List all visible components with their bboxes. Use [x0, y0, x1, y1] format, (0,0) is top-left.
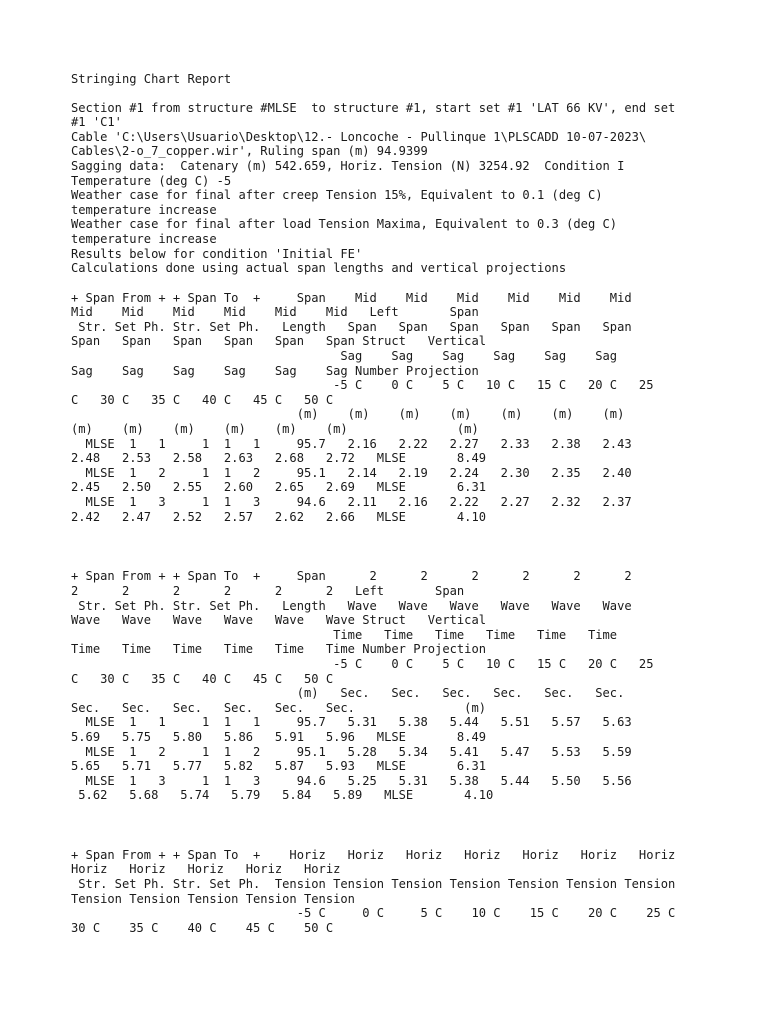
wave-table-header-line: C 30 C 35 C 40 C 45 C 50 C	[71, 672, 334, 686]
report-title: Stringing Chart Report	[71, 72, 232, 86]
sag-table-header-line: Span Span Span Span Span Span Struct Vertical	[71, 334, 487, 348]
wave-table-header-line: Wave Wave Wave Wave Wave Wave Struct Vertical	[71, 613, 487, 627]
wave-table-header-line: Sec. Sec. Sec. Sec. Sec. Sec. (m)	[71, 701, 487, 715]
wave-table-header-line: Str. Set Ph. Str. Set Ph. Length Wave Wave Wave Wave Wave Wave	[71, 599, 632, 613]
sag-table-row: 2.45 2.50 2.55 2.60 2.65 2.69 MLSE 6.31	[71, 480, 487, 494]
wave-table-row: MLSE 1 1 1 1 1 95.7 5.31 5.38 5.44 5.51 5.57 5.63	[71, 715, 632, 729]
sag-table-header-line: + Span From + + Span To + Span Mid Mid Mid Mid Mid Mid	[71, 291, 632, 305]
sag-table-header-line: Sag Sag Sag Sag Sag Sag	[71, 349, 618, 363]
sag-table-row: MLSE 1 3 1 1 3 94.6 2.11 2.16 2.22 2.27 2.32 2.37	[71, 495, 632, 509]
wave-table-row: MLSE 1 3 1 1 3 94.6 5.25 5.31 5.38 5.44 5.50 5.56	[71, 774, 632, 788]
tension-table-header-line: 30 C 35 C 40 C 45 C 50 C	[71, 921, 334, 935]
weather-creep-line: Weather case for final after creep Tension 15%, Equivalent to 0.1 (deg C)	[71, 188, 603, 202]
cable-line-cont: Cables\2-o_7_copper.wir', Ruling span (m) 94.9399	[71, 144, 428, 158]
wave-table-header-line: -5 C 0 C 5 C 10 C 15 C 20 C 25	[71, 657, 654, 671]
sag-table-header-line: (m) (m) (m) (m) (m) (m) (m)	[71, 407, 625, 421]
results-line: Results below for condition 'Initial FE'	[71, 247, 363, 261]
section-line: Section #1 from structure #MLSE to structure #1, start set #1 'LAT 66 KV', end set	[71, 101, 676, 115]
sag-table-row: MLSE 1 1 1 1 1 95.7 2.16 2.22 2.27 2.33 2.38 2.43	[71, 437, 632, 451]
temperature-line: Temperature (deg C) -5	[71, 174, 232, 188]
sagging-data-line: Sagging data: Catenary (m) 542.659, Horiz. Tension (N) 3254.92 Condition I	[71, 159, 625, 173]
weather-load-line: Weather case for final after load Tension Maxima, Equivalent to 0.3 (deg C)	[71, 217, 618, 231]
wave-table-row: MLSE 1 2 1 1 2 95.1 5.28 5.34 5.41 5.47 5.53 5.59	[71, 745, 632, 759]
tension-table-header-line: Horiz Horiz Horiz Horiz Horiz	[71, 862, 341, 876]
cable-line: Cable 'C:\Users\Usuario\Desktop\12.- Loncoche - Pullinque 1\PLSCADD 10-07-2023\	[71, 130, 647, 144]
sag-table-header-line: Mid Mid Mid Mid Mid Mid Left Span	[71, 305, 479, 319]
weather-creep-cont: temperature increase	[71, 203, 217, 217]
tension-table-header-line: Str. Set Ph. Str. Set Ph. Tension Tension Tension Tension Tension Tension Tension	[71, 877, 676, 891]
weather-load-cont: temperature increase	[71, 232, 217, 246]
sag-table-header-line: C 30 C 35 C 40 C 45 C 50 C	[71, 393, 334, 407]
sag-table-header-line: Str. Set Ph. Str. Set Ph. Length Span Span Span Span Span Span	[71, 320, 632, 334]
sag-table-header-line: Sag Sag Sag Sag Sag Sag Number Projection	[71, 364, 479, 378]
wave-table-header-line: Time Time Time Time Time Time Number Projection	[71, 642, 487, 656]
wave-table-header-line: 2 2 2 2 2 2 Left Span	[71, 584, 465, 598]
wave-table-header-line: Time Time Time Time Time Time	[71, 628, 618, 642]
tension-table-header-line: -5 C 0 C 5 C 10 C 15 C 20 C 25 C	[71, 906, 676, 920]
section-line-cont: #1 'C1'	[71, 115, 122, 129]
sag-table-row: 2.48 2.53 2.58 2.63 2.68 2.72 MLSE 8.49	[71, 451, 487, 465]
sag-table-row: MLSE 1 2 1 1 2 95.1 2.14 2.19 2.24 2.30 2.35 2.40	[71, 466, 632, 480]
tension-table-header-line: Tension Tension Tension Tension Tension	[71, 892, 355, 906]
tension-table-header-line: + Span From + + Span To + Horiz Horiz Horiz Horiz Horiz Horiz Horiz	[71, 848, 676, 862]
sag-table-header-line: -5 C 0 C 5 C 10 C 15 C 20 C 25	[71, 378, 654, 392]
wave-table-row: 5.69 5.75 5.80 5.86 5.91 5.96 MLSE 8.49	[71, 730, 487, 744]
sag-table-row: 2.42 2.47 2.52 2.57 2.62 2.66 MLSE 4.10	[71, 510, 487, 524]
wave-table-row: 5.62 5.68 5.74 5.79 5.84 5.89 MLSE 4.10	[71, 788, 494, 802]
calculations-line: Calculations done using actual span lengths and vertical projections	[71, 261, 567, 275]
wave-table-header-line: + Span From + + Span To + Span 2 2 2 2 2 2	[71, 569, 632, 583]
wave-table-header-line: (m) Sec. Sec. Sec. Sec. Sec. Sec.	[71, 686, 625, 700]
wave-table-row: 5.65 5.71 5.77 5.82 5.87 5.93 MLSE 6.31	[71, 759, 487, 773]
sag-table-header-line: (m) (m) (m) (m) (m) (m) (m)	[71, 422, 479, 436]
